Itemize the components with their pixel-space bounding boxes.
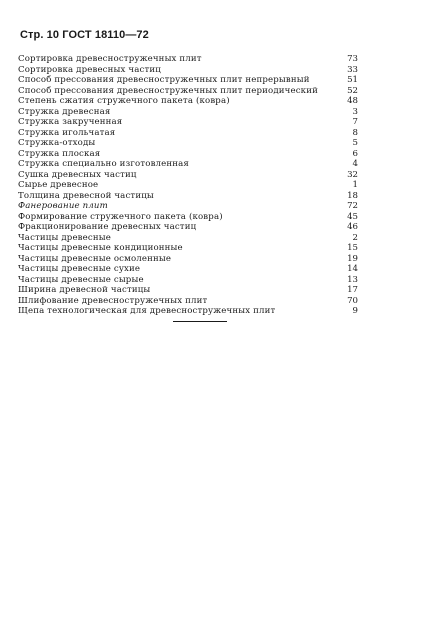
index-page-number: 73 <box>347 54 358 64</box>
index-page-number: 1 <box>352 180 358 190</box>
index-page-number: 5 <box>352 138 358 148</box>
index-entry <box>18 254 358 265</box>
alphabetical-index <box>18 54 358 317</box>
index-page-number: 46 <box>347 222 358 232</box>
index-term: Способ прессования древесностружечных плит непрерывный <box>18 75 310 85</box>
index-entry <box>18 138 358 149</box>
index-term: Сырье древесное <box>18 180 99 190</box>
index-entry <box>18 149 358 160</box>
index-page-number: 48 <box>347 96 358 106</box>
index-entry <box>18 285 358 296</box>
index-page-number: 45 <box>347 211 358 222</box>
index-term: Стружка специально изготовленная <box>18 159 189 169</box>
index-page-number: 51 <box>347 75 358 85</box>
index-entry <box>18 75 358 86</box>
index-entry <box>18 54 358 65</box>
index-page-number: 18 <box>347 190 358 201</box>
index-page-number: 4 <box>352 159 358 169</box>
index-term: Ширина древесной частицы <box>18 285 151 295</box>
index-page-number: 52 <box>347 85 358 96</box>
index-entry <box>18 107 358 118</box>
index-page-number: 32 <box>347 169 358 180</box>
index-entry <box>18 306 358 317</box>
index-entry <box>18 170 358 181</box>
page-header: Стр. 10 ГОСТ 18110—72 <box>20 29 149 41</box>
index-term: Сушка древесных частиц <box>18 169 137 180</box>
index-page-number: 72 <box>347 201 358 211</box>
index-entry <box>18 180 358 191</box>
index-page-number: 15 <box>347 243 358 253</box>
index-entry <box>18 222 358 233</box>
index-term: Стружка закрученная <box>18 117 123 127</box>
index-entry <box>18 233 358 244</box>
index-term: Степень сжатия стружечного пакета (ковра) <box>18 96 230 106</box>
index-page-number: 7 <box>352 117 358 127</box>
index-term: Частицы древесные сухие <box>18 264 141 274</box>
index-entry <box>18 264 358 275</box>
index-entry <box>18 275 358 286</box>
index-page-number: 3 <box>352 106 358 117</box>
index-page-number: 8 <box>352 127 358 138</box>
index-entry <box>18 86 358 97</box>
index-page-number: 14 <box>347 264 358 274</box>
index-page-number: 70 <box>347 295 358 306</box>
index-entry <box>18 96 358 107</box>
index-entry <box>18 243 358 254</box>
index-page-number: 33 <box>347 64 358 75</box>
index-entry <box>18 201 358 212</box>
index-term: Толщина древесной частицы <box>18 190 154 201</box>
index-term: Шлифование древесностружечных плит <box>18 295 208 306</box>
index-term: Стружка плоская <box>18 148 101 159</box>
index-entry <box>18 296 358 307</box>
index-term: Сортировка древесностружечных плит <box>18 54 202 64</box>
index-term: Стружка игольчатая <box>18 127 116 138</box>
index-term: Частицы древесные <box>18 232 111 243</box>
index-entry <box>18 65 358 76</box>
index-page-number: 6 <box>352 148 358 159</box>
index-term: Формирование стружечного пакета (ковра) <box>18 211 223 222</box>
index-entry <box>18 117 358 128</box>
index-entry <box>18 159 358 170</box>
end-divider-line <box>173 321 227 322</box>
index-term: Сортировка древесных частиц <box>18 64 161 75</box>
index-page-number: 19 <box>347 253 358 264</box>
index-term: Стружка древесная <box>18 106 111 117</box>
index-page-number: 17 <box>347 285 358 295</box>
index-term: Щепа технологическая для древесностружечных плит <box>18 306 276 316</box>
index-page-number: 13 <box>347 274 358 285</box>
index-term: Фанерование плит <box>18 201 108 211</box>
index-term: Частицы древесные сырые <box>18 274 144 285</box>
index-entry <box>18 191 358 202</box>
index-page-number: 2 <box>352 232 358 243</box>
index-term: Стружка-отходы <box>18 138 96 148</box>
index-term: Фракционирование древесных частиц <box>18 222 197 232</box>
index-entry <box>18 212 358 223</box>
index-term: Частицы древесные осмоленные <box>18 253 172 264</box>
index-term: Способ прессования древесностружечных плит периодический <box>18 85 318 96</box>
index-page-number: 9 <box>352 306 358 316</box>
index-entry <box>18 128 358 139</box>
index-term: Частицы древесные кондиционные <box>18 243 183 253</box>
